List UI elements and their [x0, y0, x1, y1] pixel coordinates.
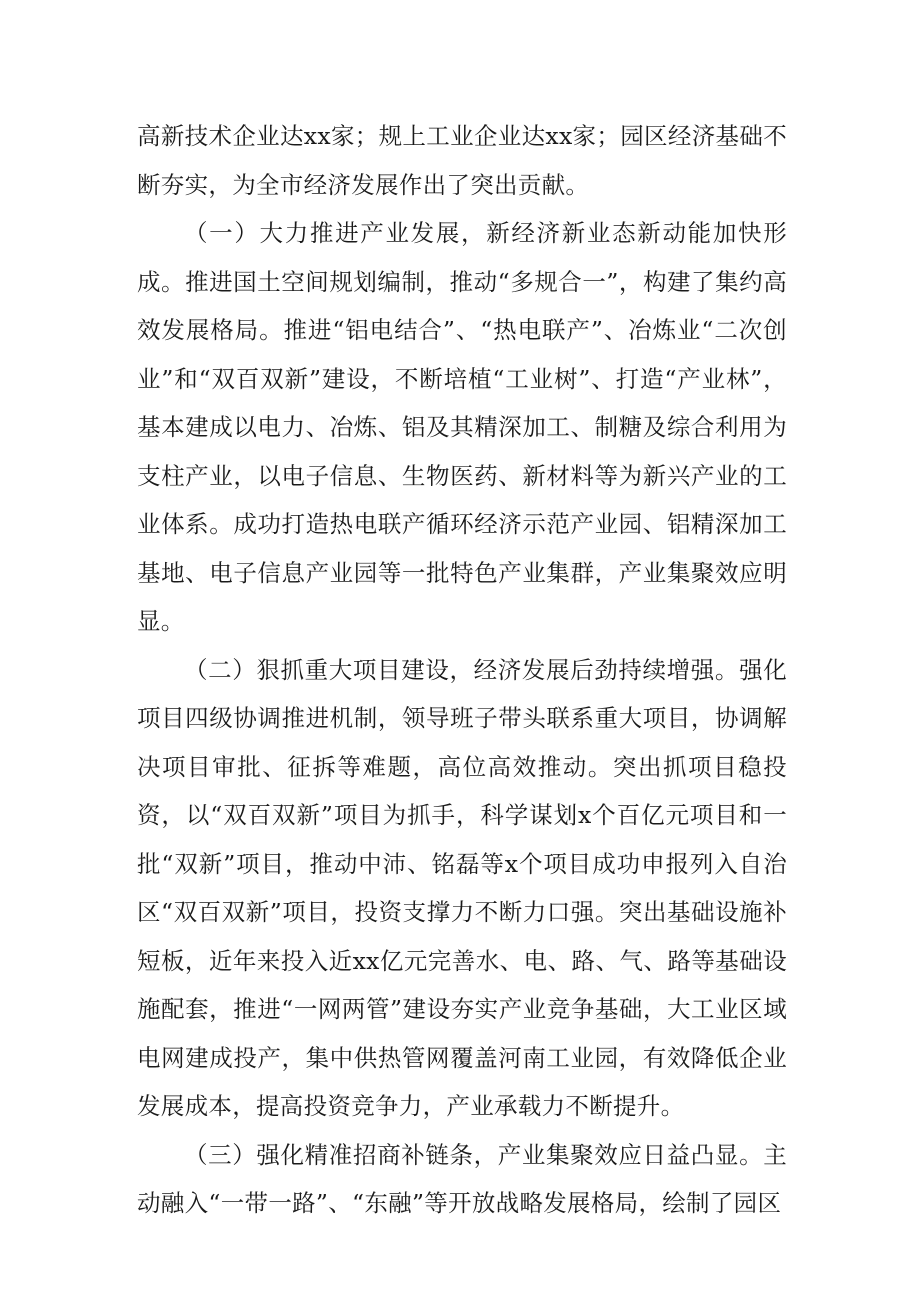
paragraph-section-3: （三）强化精准招商补链条，产业集聚效应日益凸显。主动融入“一带一路”、“东融”等开放战略发展格局，绘制了园区 [137, 1140, 787, 1217]
paragraph-continuation: 高新技术企业达xx家；规上工业企业达xx家；园区经济基础不断夯实，为全市经济发展作出了突出贡献。 [137, 122, 787, 199]
paragraph-section-1: （一）大力推进产业发展，新经济新业态新动能加快形成。推进国土空间规划编制，推动“多规合一”，构建了集约高效发展格局。推进“铝电结合”、“热电联产”、冶炼业“二次创业”和“双百双新”建设，不断培植“工业树”、打造“产业林”，基本建成以电力、冶炼、铝及其精深加工、制糖及综合利用为支柱产业，以电子信息、生物医药、新材料等为新兴产业的工业体系。成功打造热电联产循环经济示范产业园、铝精深加工基地、电子信息产业园等一批特色产业集群，产业集聚效应明显。 [137, 219, 787, 635]
document-body [137, 112, 787, 1228]
paragraph-section-2: （二）狠抓重大项目建设，经济发展后劲持续增强。强化项目四级协调推进机制，领导班子带头联系重大项目，协调解决项目审批、征拆等难题，高位高效推动。突出抓项目稳投资，以“双百双新”项目为抓手，科学谋划x个百亿元项目和一批“双新”项目，推动中沛、铭磊等x个项目成功申报列入自治区“双百双新”项目，投资支撑力不断力口强。突出基础设施补短板，近年来投入近xx亿元完善水、电、路、气、路等基础设施配套，推进“一网两管”建设夯实产业竞争基础，大工业区域电网建成投产，集中供热管网覆盖河南工业园，有效降低企业发展成本，提高投资竞争力，产业承载力不断提升。 [137, 655, 787, 1120]
